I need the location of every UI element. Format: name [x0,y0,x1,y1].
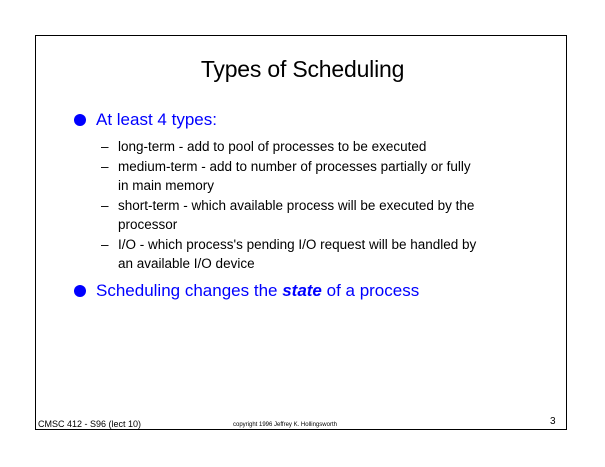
slide-title: Types of Scheduling [200,56,405,82]
bullet-2-text [96,281,419,301]
bullet-dot-icon [74,114,86,126]
sub-item-text: short-term - which available process will be executed by the [118,198,475,213]
sub-item-text: I/O - which process's pending I/O request will be handled by [118,237,477,252]
sub-item-text-continued: an available I/O device [118,256,255,271]
sub-item-io [101,235,541,273]
dash-icon: – [101,198,109,213]
bullet-2 [74,281,419,301]
sub-item-text: long-term - add to pool of processes to be executed [118,139,427,154]
bullet-2-text-before: Scheduling changes the [96,281,283,300]
sub-item-text-continued: in main memory [118,178,215,193]
bullet-2-text-after: of a process [321,281,420,300]
page-number: 3 [550,416,556,427]
sub-item-short-term [101,196,541,234]
bullet-1-text: At least 4 types: [96,110,217,129]
sub-item-long-term [101,137,541,156]
bullet-dot-icon [74,285,86,297]
sub-item-medium-term [101,157,541,195]
sub-item-text: medium-term - add to number of processes partially or fully [118,159,471,174]
sub-list [101,137,541,274]
dash-icon: – [101,159,109,174]
dash-icon: – [101,237,109,252]
bullet-2-emphasis: state [282,281,322,300]
footer-course: CMSC 412 - S96 (lect 10) [38,419,142,429]
footer-copyright: copyright 1996 Jeffrey K. Hollingsworth [233,422,337,428]
bullet-1 [74,110,217,130]
dash-icon: – [101,139,109,154]
sub-item-text-continued: processor [118,217,178,232]
